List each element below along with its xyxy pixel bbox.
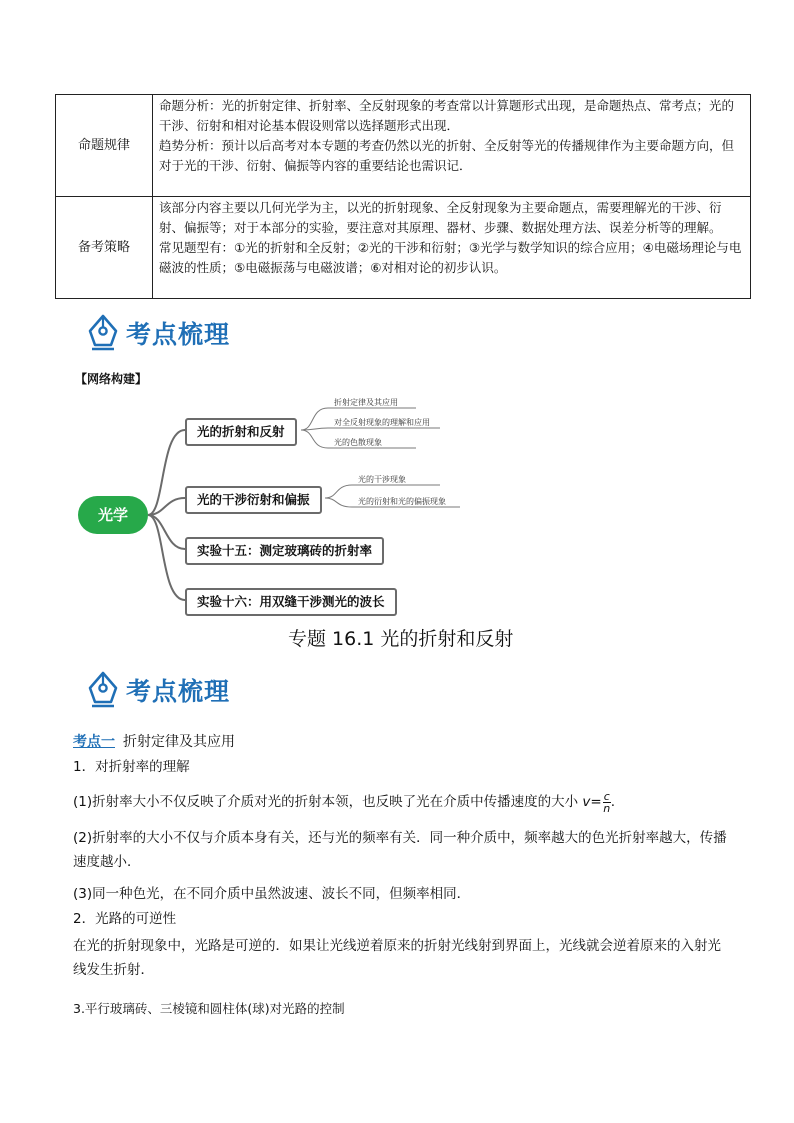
table-line: 该部分内容主要以几何光学为主，以光的折射现象、全反射现象为主要命题点，需要理解光的干涉、衍射、偏振等；对于本部分的实验，要注意对其原理、器材、步骤、数据处理方法、误差分析等的理解。 [159,200,722,235]
mind-map-branch: 光的折射和反射 [185,418,297,446]
paragraph-1 [73,790,733,814]
paragraph-3: (3)同一种色光，在不同介质中虽然波速、波长不同，但频率相同． [73,886,471,902]
exam-strategy-table [55,94,751,299]
kaodian-label: 考点一 [73,734,115,750]
pen-nib-icon [86,671,120,709]
heading-2: 2．光路的可逆性 [73,911,177,927]
topic-title: 专题 16.1 光的折射和反射 [288,628,514,650]
section-title: 考点梳理 [126,320,231,349]
heading-3: 3.平行玻璃砖、三棱镜和圆柱体(球)对光路的控制 [73,1001,345,1016]
kaodian-title: 折射定律及其应用 [123,734,235,750]
row-header: 备考策略 [56,197,153,299]
mind-map-leaf: 折射定律及其应用 [334,398,398,407]
row-content [153,95,751,197]
connector-4 [148,515,185,600]
paragraph-2: (2)折射率的大小不仅与介质本身有关，还与光的频率有关．同一种介质中，频率越大的色光折射率越大，传播速度越小． [73,830,727,870]
mind-map-leaf: 光的干涉现象 [358,475,406,484]
fraction-c-over-n [603,791,611,814]
row-content [153,197,751,299]
fraction-denominator: n [603,801,611,815]
mind-map-branch: 实验十六：用双缝干涉测光的波长 [185,588,397,616]
table-line: 命题分析：光的折射定律、折射率、全反射现象的考查常以计算题形式出现，是命题热点、常考点；光的干涉、衍射和相对论基本假设则常以选择题形式出现． [159,98,735,133]
mind-map-root: 光学 [78,496,148,534]
mind-map [70,385,490,620]
period: . [610,794,616,810]
equals-sign: = [590,794,602,810]
section-title: 考点梳理 [126,677,231,706]
table-row [56,95,751,197]
kaodian-heading [73,731,235,751]
section-header [86,670,230,710]
row-header: 命题规律 [56,95,153,197]
section-header [86,313,230,353]
mind-map-leaf: 光的色散现象 [334,438,382,447]
table-line: 常见题型有：①光的折射和全反射；②光的干涉和衍射；③光学与数学知识的综合应用；④电磁场理论与电磁波的性质；⑤电磁振荡与电磁波谱；⑥对相对论的初步认识。 [159,240,742,275]
mind-map-branch: 实验十五：测定玻璃砖的折射率 [185,537,384,565]
paragraph-4: 在光的折射现象中，光路是可逆的．如果让光线逆着原来的折射光线射到界面上，光线就会逆着原来的入射光线发生折射． [73,938,721,978]
network-label: 【网络构建】 [75,372,148,386]
table-row [56,197,751,299]
fraction-numerator: c [603,789,610,803]
leaf-line [301,428,440,430]
heading-1: 1．对折射率的理解 [73,759,190,775]
mind-map-leaf: 光的衍射和光的偏振现象 [358,497,446,506]
table-line: 趋势分析：预计以后高考对本专题的考查仍然以光的折射、全反射等光的传播规律作为主要命题方向，但对于光的干涉、衍射、偏振等内容的重要结论也需识记． [159,138,735,173]
mind-map-leaf: 对全反射现象的理解和应用 [334,418,430,427]
velocity-symbol: v [582,794,591,810]
mind-map-branch: 光的干涉衍射和偏振 [185,486,322,514]
paragraph-1-text: (1)折射率大小不仅反映了介质对光的折射本领，也反映了光在介质中传播速度的大小 [73,794,583,810]
pen-nib-icon [86,314,120,352]
connector-1 [148,430,185,515]
